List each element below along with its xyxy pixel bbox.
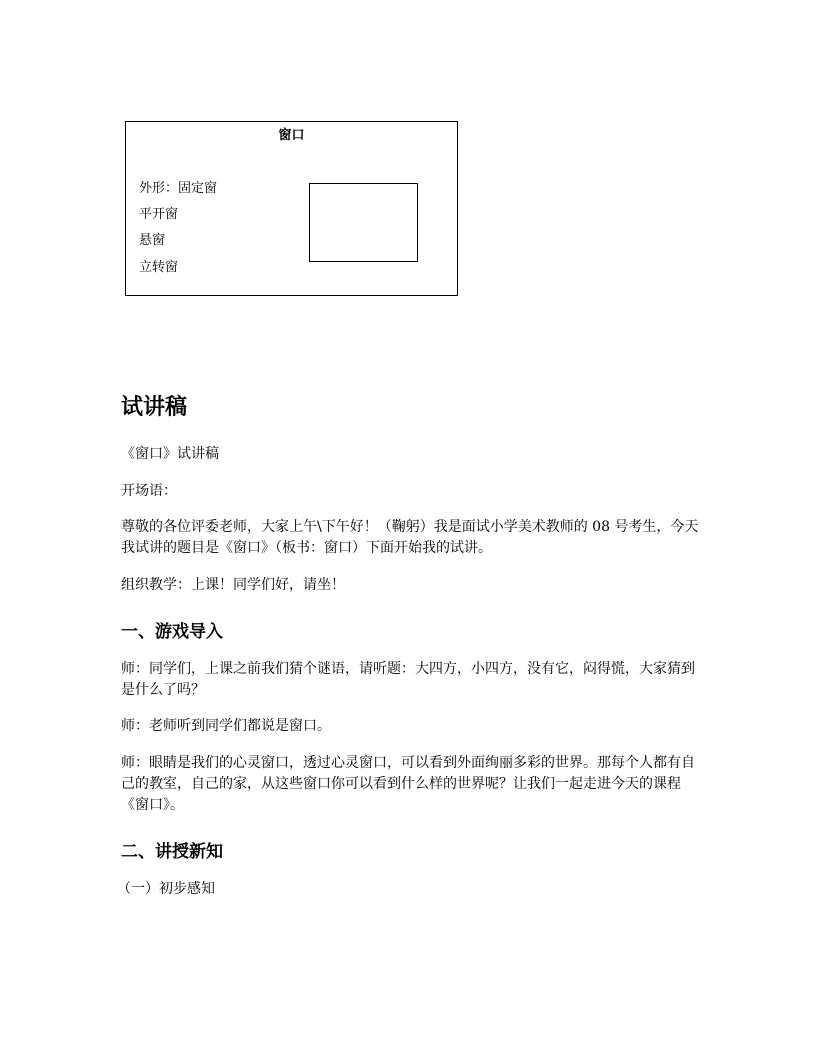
board-line-shape: 外形：固定窗 <box>139 181 218 196</box>
paragraph-teacher-heard: 师：老师听到同学们都说是窗口。 <box>121 718 331 734</box>
window-drawing <box>309 183 418 262</box>
board-line-casement: 平开窗 <box>139 207 179 222</box>
paragraph-lecture-title: 《窗口》试讲稿 <box>121 446 219 462</box>
paragraph-opening-label: 开场语： <box>121 483 177 499</box>
section-heading-new-knowledge: 二、讲授新知 <box>121 842 223 862</box>
board-line-hung: 悬窗 <box>139 233 166 248</box>
blackboard-design-box <box>125 121 458 296</box>
paragraph-eyes-window: 师：眼睛是我们的心灵窗口，透过心灵窗口，可以看到外面绚丽多彩的世界。那每个人都有自己的教室，自己的家，从这些窗口你可以看到什么样的世界呢？让我们一起走进今天的课程《窗口》。 <box>121 755 695 813</box>
subsection-initial-perception: （一）初步感知 <box>117 881 215 897</box>
paragraph-greeting: 尊敬的各位评委老师，大家上午\下午好！（鞠躬）我是面试小学美术教师的 08 号考生，今天我试讲的题目是《窗口》（板书：窗口）下面开始我的试讲。 <box>121 519 699 556</box>
board-title: 窗口 <box>278 128 305 143</box>
document-heading: 试讲稿 <box>121 395 188 420</box>
section-heading-game-intro: 一、游戏导入 <box>121 622 223 642</box>
paragraph-riddle: 师：同学们，上课之前我们猜个谜语，请听题：大四方，小四方，没有它，闷得慌，大家猜到是什么了吗？ <box>121 661 695 698</box>
board-line-pivot: 立转窗 <box>139 260 179 275</box>
paragraph-organize: 组织教学：上课！同学们好，请坐！ <box>121 577 345 593</box>
